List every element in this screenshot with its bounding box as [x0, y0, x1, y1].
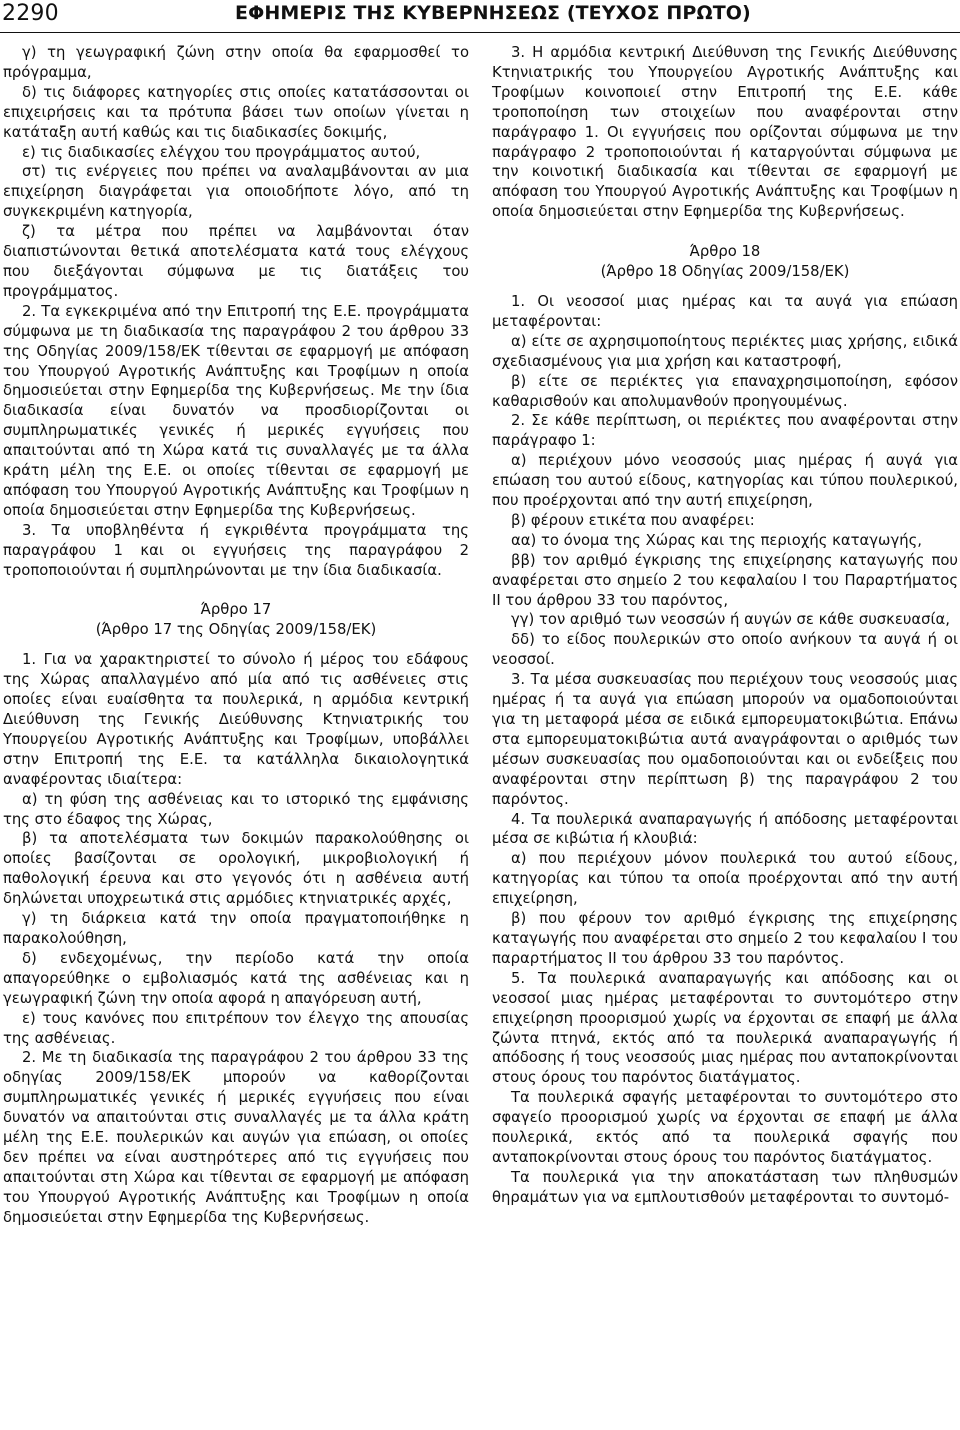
paragraph: Τα πουλερικά σφαγής μεταφέρονται το συντομότερο στο σφαγείο προορισμού χωρίς να έρχονται σε επαφή με άλλα πουλερικά, εκτός από τα πουλερικά σφαγής που ανταποκρίνονται στους όρους του παρόντος διατάγματος.	[492, 1089, 958, 1166]
page-header	[0, 0, 960, 33]
page-number: 2290	[2, 1, 59, 26]
paragraph: 5. Τα πουλερικά αναπαραγωγής και απόδοσης και οι νεοσσοί μιας ημέρας μεταφέρονται το συντομότερο στην επιχείρηση προορισμού χωρίς να έρχονται σε επαφή με άλλα ζώντα πτηνά, εκτός από τα πουλερικά αναπαραγωγής ή απόδοσης ή τους νεοσσούς μιας ημέρας που ανταποκρίνονται στους όρους του παρόντος διατάγματος.	[492, 969, 958, 1087]
paragraph: γγ) τον αριθμό των νεοσσών ή αυγών σε κάθε συσκευασία,	[511, 611, 951, 629]
paragraph: 1. Για να χαρακτηριστεί το σύνολο ή μέρος του εδάφους της Χώρας απαλλαγμένο από μία από τις ασθένειες στις οποίες είναι ευαίσθητα τα πουλερικά, η αρμόδια κεντρική Διεύθυνση της Γενικής Διεύθυνσης Κτηνιατρικής του Υπουργείου Αγροτικής Ανάπτυξης και Τροφίμων, υποβάλλει στην Επιτροπή της Ε.Ε. τα κατάλληλα δικαιολογητικά αναφέροντας ιδιαίτερα:	[3, 651, 469, 788]
paragraph: 4. Τα πουλερικά αναπαραγωγής ή απόδοσης μεταφέρονται μέσα σε κιβώτια ή κλουβιά:	[492, 810, 958, 848]
article-heading: Άρθρο 17	[200, 601, 272, 619]
paragraph: 3. Τα μέσα συσκευασίας που περιέχουν τους νεοσσούς μιας ημέρας ή τα αυγά για επώαση μπορούν να ομαδοποιούνται για τη μεταφορά μέσα σε ειδικά εμπορευματοκιβώτια. Επάνω στα εμπορευματοκιβώτια αυτά αναγράφονται ο αριθμός των μέσων συσκευασίας που ομαδοποιούνται και οι ενδείξεις που αναφέρονται στην περίπτωση β) της παραγράφου 2 του παρόντος.	[492, 671, 958, 808]
paragraph: γ) τη γεωγραφική ζώνη στην οποία θα εφαρμοσθεί το πρόγραμμα,	[3, 44, 469, 81]
paragraph: δ) ενδεχομένως, την περίοδο κατά την οποία απαγορεύθηκε ο εμβολιασμός κατά της ασθένειας και η γεωγραφική ζώνη την οποία αφορά η απαγόρευση αυτή,	[3, 949, 469, 1007]
paragraph: ββ) τον αριθμό έγκρισης της επιχείρησης καταγωγής που αναφέρεται στο σημείο 2 του κεφαλαίου I του Παραρτήματος II του άρθρου 33 του παρόντος,	[492, 551, 958, 609]
paragraph: α) περιέχουν μόνο νεοσσούς μιας ημέρας ή αυγά για επώαση του αυτού είδους, κατηγορίας και τύπου πουλερικού, που προέρχονται από την αυτή επιχείρηση,	[492, 452, 958, 510]
paragraph: α) τη φύση της ασθένειας και το ιστορικό της εμφάνισης της στο έδαφος της Χώρας,	[3, 790, 469, 828]
paragraph: α) που περιέχουν μόνον πουλερικά του αυτού είδους, κατηγορίας και τύπου τα οποία προέρχονται από την αυτή επιχείρηση,	[492, 850, 958, 908]
paragraph: στ) τις ενέργειες που πρέπει να αναλαμβάνονται αν μια επιχείρηση διαγράφεται για οποιοδήποτε λόγο, από τη συγκεκριμένη κατηγορία,	[3, 163, 469, 221]
paragraph: β) τα αποτελέσματα των δοκιμών παρακολούθησης οι οποίες βασίζονται σε ορολογική, μικροβιολογική ή παθολογική έρευνα και στο γεγονός ότι η ασθένεια αυτή δηλώνεται υποχρεωτικά στις αρμόδιες κτηνιατρικές αρχές,	[3, 830, 469, 908]
paragraph: 2. Σε κάθε περίπτωση, οι περιέκτες που αναφέρονται στην παράγραφο 1:	[492, 412, 958, 450]
gazette-title: ΕΦΗΜΕΡΙΣ ΤΗΣ ΚΥΒΕΡΝΗΣΕΩΣ (ΤΕΥΧΟΣ ΠΡΩΤΟ)	[235, 2, 751, 24]
paragraph: δδ) το είδος πουλερικών στο οποίο ανήκουν τα αυγά ή οι νεοσσοί.	[492, 631, 958, 669]
paragraph: β) φέρουν ετικέτα που αναφέρει:	[511, 511, 755, 529]
paragraph: 3. Η αρμόδια κεντρική Διεύθυνση της Γενικής Διεύθυνσης Κτηνιατρικής του Υπουργείου Αγροτικής Ανάπτυξης και Τροφίμων κοινοποιεί στην Επιτροπή της Ε.Ε. κάθε τροποποίηση των στοιχείων που αναφέρονται στην παράγραφο 1. Οι εγγυήσεις που ορίζονται σύμφωνα με την παράγραφο 2 τροποποιούνται ή καταργούνται σύμφωνα με την κοινοτική διαδικασία και τίθενται σε εφαρμογή με απόφαση του Υπουργού Αγροτικής Ανάπτυξης και Τροφίμων η οποία δημοσιεύεται στην Εφημερίδα της Κυβερνήσεως.	[492, 44, 958, 221]
paragraph: 2. Με τη διαδικασία της παραγράφου 2 του άρθρου 33 της οδηγίας 2009/158/ΕΚ μπορούν να καθορίζονται συμπληρωματικές γενικές ή μερικές εγγυήσεις που είναι δυνατόν να απαιτούνται στις συναλλαγές με τα άλλα κράτη μέλη της Ε.Ε. πουλερικών και αυγών για επώαση, οι οποίες δεν πρέπει να είναι αυστηρότερες από τις εγγυήσεις που απαιτούνται στη Χώρα και τίθενται σε εφαρμογή με απόφαση του Υπουργού Αγροτικής Ανάπτυξης και Τροφίμων η οποία δημοσιεύεται στην Εφημερίδα της Κυβερνήσεως.	[3, 1049, 469, 1226]
paragraph: 3. Τα υποβληθέντα ή εγκριθέντα προγράμματα της παραγράφου 1 και οι εγγυήσεις της παραγράφου 2 τροποποιούνται ή συμπληρώνονται με την ίδια διαδικασία.	[3, 521, 469, 579]
paragraph: αα) το όνομα της Χώρας και της περιοχής καταγωγής,	[511, 531, 922, 549]
paragraph: Τα πουλερικά για την αποκατάσταση των πληθυσμών θηραμάτων για να εμπλουτισθούν μεταφέρονται το συντομό-	[492, 1168, 958, 1206]
paragraph: β) που φέρουν τον αριθμό έγκρισης της επιχείρησης καταγωγής που αναφέρεται στο σημείο 2 του κεφαλαίου I του παραρτήματος II του άρθρου 33 του παρόντος.	[492, 910, 958, 967]
paragraph: ε) τους κανόνες που επιτρέπουν τον έλεγχο της απουσίας της ασθένειας.	[3, 1009, 469, 1047]
paragraph: ζ) τα μέτρα που πρέπει να λαμβάνονται όταν διαπιστώνονται θετικά αποτελέσματα κατά τους ελέγχους που διεξάγονται σύμφωνα με τις διατάξεις του προγράμματος.	[3, 223, 469, 300]
left-column	[3, 43, 469, 1228]
paragraph: 1. Οι νεοσσοί μιας ημέρας και τα αυγά για επώαση μεταφέρονται:	[492, 292, 958, 330]
article-heading: Άρθρο 18	[689, 243, 761, 261]
right-column	[492, 43, 958, 1208]
article-subheading: (Άρθρο 17 της Οδηγίας 2009/158/ΕΚ)	[95, 621, 377, 639]
paragraph: α) είτε σε αχρησιμοποίητους περιέκτες μιας χρήσης, ειδικά σχεδιασμένους για μια χρήση και καταστροφή,	[492, 332, 958, 370]
paragraph: ε) τις διαδικασίες ελέγχου του προγράμματος αυτού,	[22, 143, 421, 161]
paragraph: β) είτε σε περιέκτες για επαναχρησιμοποίηση, εφόσον καθαρισθούν και απολυμανθούν προηγουμένως.	[492, 372, 958, 410]
article-subheading: (Άρθρο 18 Οδηγίας 2009/158/ΕΚ)	[600, 263, 850, 281]
paragraph: 2. Τα εγκεκριμένα από την Επιτροπή της Ε.Ε. προγράμματα σύμφωνα με τη διαδικασία της παραγράφου 2 του άρθρου 33 της Οδηγίας 2009/158/ΕΚ τίθενται σε εφαρμογή με απόφαση του Υπουργού Αγροτικής Ανάπτυξης και Τροφίμων η οποία δημοσιεύεται στην Εφημερίδα της Κυβερνήσεως. Με την ίδια διαδικασία είναι δυνατόν να προσδιορίζονται οι συμπληρωματικές γενικές ή μερικές εγγυήσεις που απαιτούνται από τη Χώρα κατά τις συναλλαγές με τα άλλα κράτη μέλη της Ε.Ε. οι οποίες τίθενται σε εφαρμογή με απόφαση του Υπουργού Αγροτικής Ανάπτυξης και Τροφίμων η οποία δημοσιεύεται στην Εφημερίδα της Κυβερνήσεως.	[3, 302, 469, 519]
paragraph: γ) τη διάρκεια κατά την οποία πραγματοποιήθηκε η παρακολούθηση,	[3, 910, 469, 947]
paragraph: δ) τις διάφορες κατηγορίες στις οποίες κατατάσσονται οι επιχειρήσεις και τα πρότυπα βάσει των οποίων γίνεται η κατάταξη αυτή καθώς και τις διαδικασίες δοκιμής,	[3, 83, 469, 141]
